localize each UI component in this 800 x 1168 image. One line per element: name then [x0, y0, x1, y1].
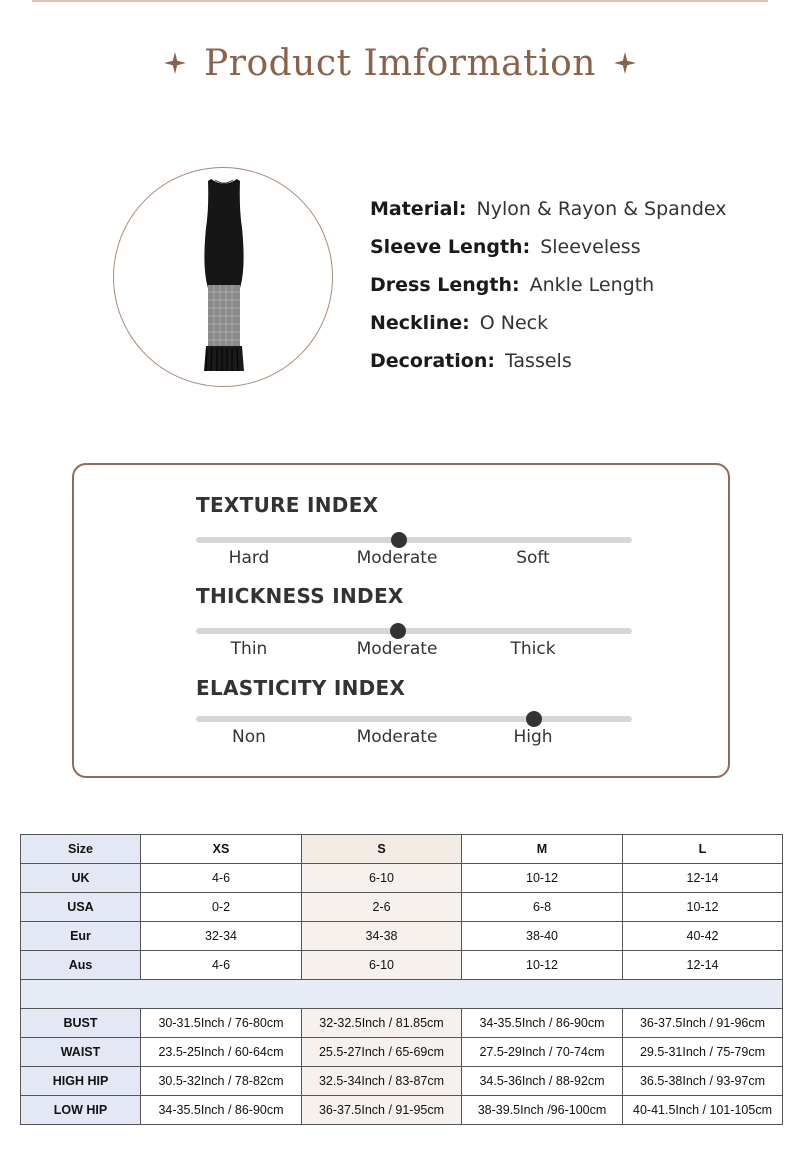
- table-row: [21, 893, 783, 922]
- table-cell: 34-35.5Inch / 86-90cm: [141, 1096, 302, 1125]
- sparkle-icon: [614, 52, 636, 74]
- table-cell: 4-6: [141, 864, 302, 893]
- size-chart-table: [20, 834, 783, 1125]
- table-cell: 40-42: [623, 922, 783, 951]
- table-cell: 34-38: [302, 922, 462, 951]
- index-label: Moderate: [356, 727, 438, 747]
- table-row: [21, 1067, 783, 1096]
- table-cell: USA: [21, 893, 141, 922]
- elasticity-index: [196, 676, 636, 747]
- table-cell: 32.5-34Inch / 83-87cm: [302, 1067, 462, 1096]
- table-spacer-row: [21, 980, 783, 1009]
- table-row: [21, 1038, 783, 1067]
- table-cell: 10-12: [462, 864, 623, 893]
- table-row: [21, 864, 783, 893]
- table-cell: 6-10: [302, 864, 462, 893]
- table-cell: 34-35.5Inch / 86-90cm: [462, 1009, 623, 1038]
- spec-value: Ankle Length: [529, 274, 655, 296]
- table-row: [21, 1009, 783, 1038]
- table-cell: 6-10: [302, 951, 462, 980]
- table-cell: 32-34: [141, 922, 302, 951]
- table-row: [21, 951, 783, 980]
- table-spacer-cell: [21, 980, 783, 1009]
- index-label: High: [513, 727, 553, 747]
- texture-index: [196, 493, 636, 568]
- index-track: [196, 628, 632, 634]
- table-cell: 29.5-31Inch / 75-79cm: [623, 1038, 783, 1067]
- spec-value: Sleeveless: [540, 236, 641, 258]
- table-cell: 12-14: [623, 864, 783, 893]
- table-row: [21, 922, 783, 951]
- table-cell: 38-39.5Inch /96-100cm: [462, 1096, 623, 1125]
- table-cell: 38-40: [462, 922, 623, 951]
- index-label: Thick: [510, 639, 556, 659]
- index-label: Hard: [228, 548, 270, 568]
- table-cell: 30-31.5Inch / 76-80cm: [141, 1009, 302, 1038]
- table-cell: 30.5-32Inch / 78-82cm: [141, 1067, 302, 1096]
- spec-label: Sleeve Length:: [370, 236, 531, 258]
- spec-neckline: [370, 304, 780, 342]
- spec-label: Decoration:: [370, 350, 495, 372]
- index-knob: [526, 711, 542, 727]
- spec-list: [370, 190, 780, 380]
- table-cell: L: [623, 835, 783, 864]
- index-title: TEXTURE INDEX: [196, 493, 379, 517]
- spec-label: Dress Length:: [370, 274, 520, 296]
- index-title: ELASTICITY INDEX: [196, 676, 406, 700]
- table-cell: 36-37.5Inch / 91-95cm: [302, 1096, 462, 1125]
- table-cell: 23.5-25Inch / 60-64cm: [141, 1038, 302, 1067]
- table-cell: 40-41.5Inch / 101-105cm: [623, 1096, 783, 1125]
- spec-dress-length: [370, 266, 780, 304]
- table-cell: LOW HIP: [21, 1096, 141, 1125]
- table-cell: 36-37.5Inch / 91-96cm: [623, 1009, 783, 1038]
- table-cell: BUST: [21, 1009, 141, 1038]
- index-track: [196, 537, 632, 543]
- spec-value: O Neck: [479, 312, 549, 334]
- sparkle-icon: [164, 52, 186, 74]
- spec-label: Neckline:: [370, 312, 470, 334]
- table-cell: HIGH HIP: [21, 1067, 141, 1096]
- table-cell: 34.5-36Inch / 88-92cm: [462, 1067, 623, 1096]
- table-cell: UK: [21, 864, 141, 893]
- thickness-index: [196, 584, 636, 659]
- table-cell: 32-32.5Inch / 81.85cm: [302, 1009, 462, 1038]
- spec-label: Material:: [370, 198, 467, 220]
- top-divider: [32, 0, 768, 2]
- index-label: Thin: [230, 639, 268, 659]
- table-header-row: [21, 835, 783, 864]
- section-header: [0, 38, 800, 88]
- product-photo: [113, 167, 333, 387]
- table-cell: Aus: [21, 951, 141, 980]
- table-cell: M: [462, 835, 623, 864]
- table-cell: Size: [21, 835, 141, 864]
- table-cell: 6-8: [462, 893, 623, 922]
- spec-value: Nylon & Rayon & Spandex: [476, 198, 727, 220]
- table-cell: Eur: [21, 922, 141, 951]
- table-cell: 25.5-27Inch / 65-69cm: [302, 1038, 462, 1067]
- index-knob: [390, 623, 406, 639]
- index-label: Moderate: [356, 548, 438, 568]
- index-knob: [391, 532, 407, 548]
- table-cell: 12-14: [623, 951, 783, 980]
- index-track: [196, 716, 632, 722]
- spec-material: [370, 190, 780, 228]
- table-row: [21, 1096, 783, 1125]
- table-cell: S: [302, 835, 462, 864]
- table-cell: 36.5-38Inch / 93-97cm: [623, 1067, 783, 1096]
- spec-value: Tassels: [504, 350, 572, 372]
- table-cell: WAIST: [21, 1038, 141, 1067]
- table-cell: 10-12: [462, 951, 623, 980]
- fabric-index-card: [72, 463, 730, 778]
- dress-photo-icon: [114, 168, 333, 387]
- spec-sleeve-length: [370, 228, 780, 266]
- spec-decoration: [370, 342, 780, 380]
- table-cell: 10-12: [623, 893, 783, 922]
- table-cell: 27.5-29Inch / 70-74cm: [462, 1038, 623, 1067]
- index-label: Non: [232, 727, 266, 747]
- index-label: Moderate: [356, 639, 438, 659]
- index-label: Soft: [516, 548, 550, 568]
- index-title: THICKNESS INDEX: [196, 584, 404, 608]
- table-cell: 0-2: [141, 893, 302, 922]
- table-cell: 2-6: [302, 893, 462, 922]
- table-cell: 4-6: [141, 951, 302, 980]
- page-title: Product Imformation: [204, 42, 596, 84]
- table-cell: XS: [141, 835, 302, 864]
